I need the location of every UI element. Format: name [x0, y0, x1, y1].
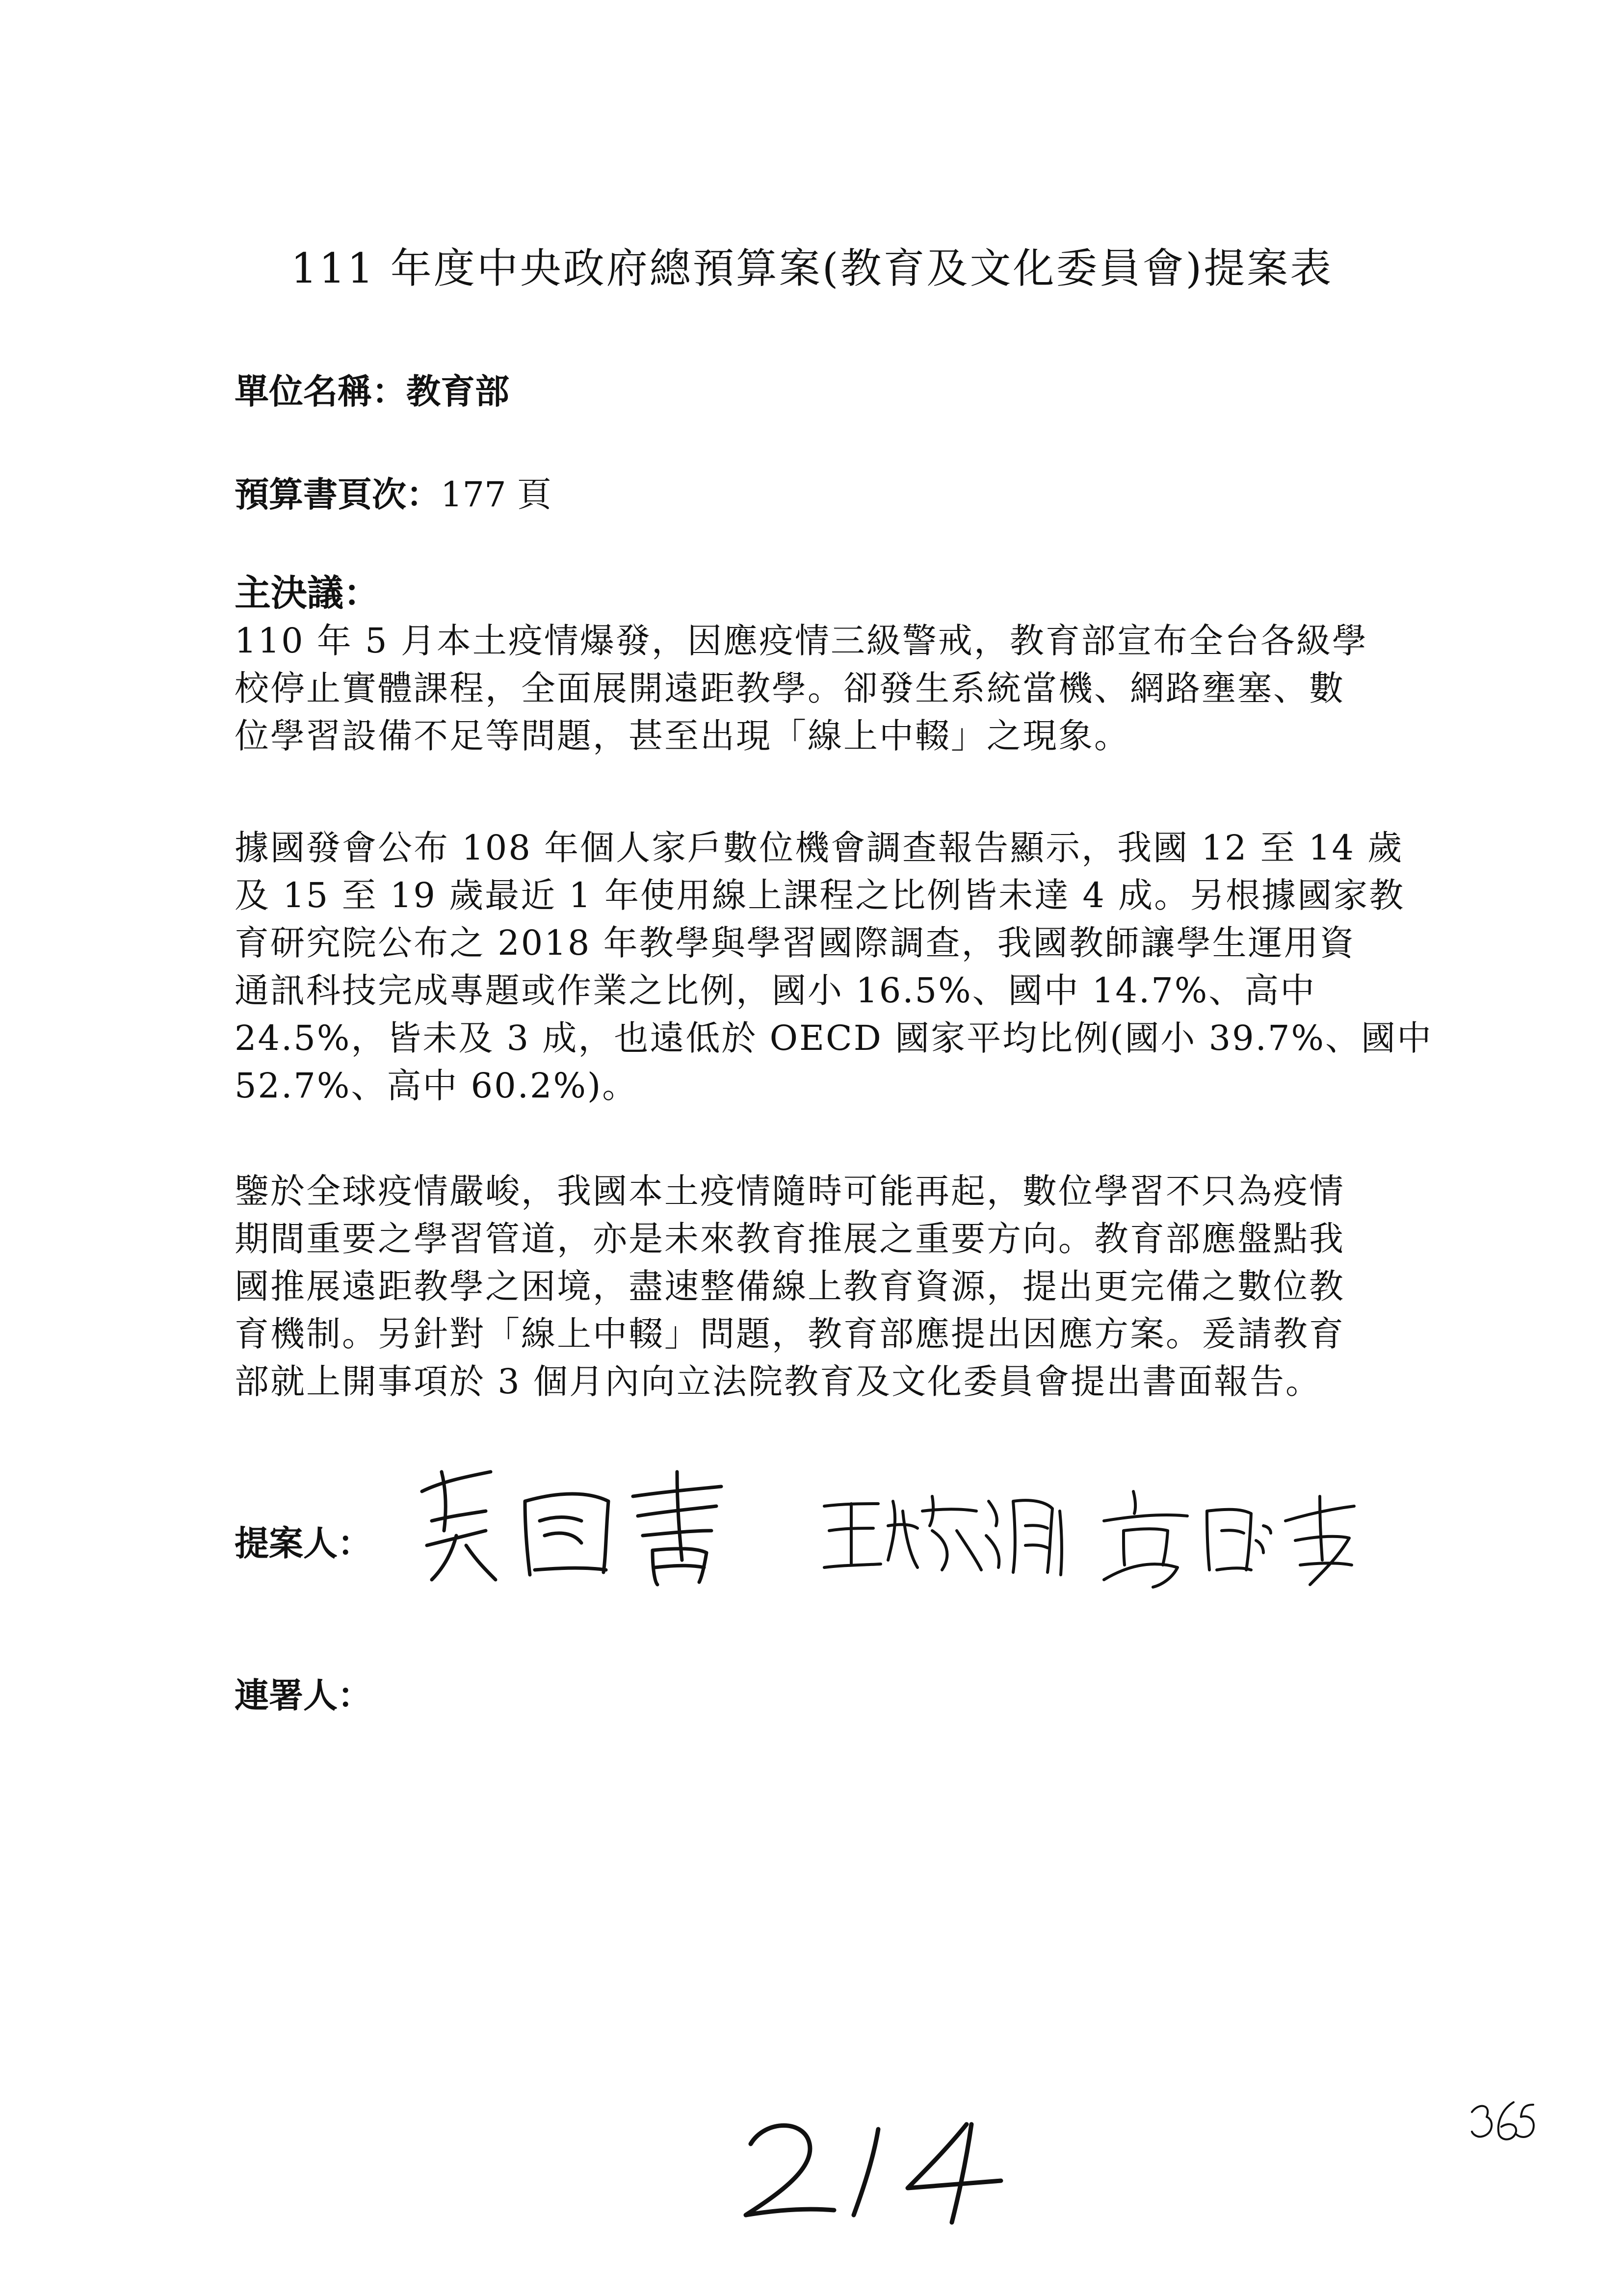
stamped-page-number — [1467, 2095, 1536, 2149]
resolution-paragraph-1 — [235, 617, 1437, 760]
paragraph-line: 期間重要之學習管道，亦是未來教育推展之重要方向。教育部應盤點我 — [235, 1219, 1345, 1259]
budget-page-ref-field — [235, 467, 551, 517]
paragraph-line: 110 年 5 月本土疫情爆發，因應疫情三級警戒，教育部宣布全台各級學 — [235, 621, 1368, 661]
paragraph-line: 部就上開事項於 3 個月內向立法院教育及文化委員會提出書面報告。 — [235, 1361, 1322, 1402]
paragraph-line: 國推展遠距教學之困境，盡速整備線上教育資源，提出更完備之數位教 — [235, 1266, 1345, 1306]
paragraph-line: 據國發會公布 108 年個人家戶數位機會調查報告顯示，我國 12 至 14 歲 — [235, 828, 1404, 868]
unit-field — [235, 364, 509, 414]
budget-page-ref-value: 177 頁 — [441, 474, 551, 515]
paragraph-line: 鑒於全球疫情嚴峻，我國本土疫情隨時可能再起，數位學習不只為疫情 — [235, 1171, 1345, 1211]
paragraph-line: 24.5%，皆未及 3 成，也遠低於 OECD 國家平均比例(國小 39.7%、國中 — [235, 1018, 1433, 1058]
document-title: 111 年度中央政府總預算案(教育及文化委員會)提案表 — [290, 244, 1334, 292]
handwritten-page-number — [736, 2110, 1011, 2227]
resolution-paragraph-2 — [235, 824, 1437, 1110]
paragraph-line: 育研究院公布之 2018 年教學與學習國際調查，我國教師讓學生運用資 — [235, 923, 1356, 963]
paragraph-line: 及 15 至 19 歲最近 1 年使用線上課程之比例皆未達 4 成。另根據國家教 — [235, 875, 1405, 915]
paragraph-line: 52.7%、高中 60.2%)。 — [235, 1066, 638, 1106]
budget-page-ref-label: 預算書頁次： — [235, 474, 441, 515]
proposer-label: 提案人： — [235, 1523, 372, 1564]
handwritten-signature-2 — [819, 1482, 1070, 1580]
handwritten-signature-3 — [1094, 1482, 1359, 1590]
paragraph-line: 校停止實體課程，全面展開遠距教學。卻發生系統當機、網路壅塞、數 — [235, 668, 1345, 708]
resolution-heading: 主決議： — [235, 572, 380, 614]
resolution-paragraph-3 — [235, 1168, 1437, 1406]
handwritten-signature-1 — [412, 1462, 736, 1590]
paragraph-line: 位學習設備不足等問題，甚至出現「線上中輟」之現象。 — [235, 716, 1130, 756]
cosigner-label: 連署人： — [235, 1675, 372, 1716]
unit-value: 教育部 — [406, 371, 509, 412]
paragraph-line: 育機制。另針對「線上中輟」問題，教育部應提出因應方案。爰請教育 — [235, 1314, 1345, 1354]
unit-label: 單位名稱： — [235, 371, 406, 412]
paragraph-line: 通訊科技完成專題或作業之比例，國小 16.5%、國中 14.7%、高中 — [235, 970, 1316, 1011]
